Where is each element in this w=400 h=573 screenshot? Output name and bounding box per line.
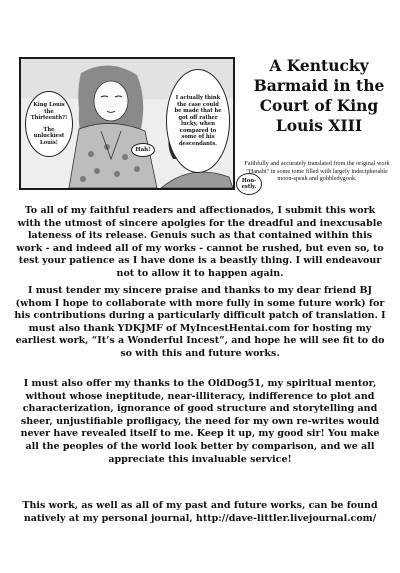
speech-bubble-left-line1: King Louis the Thirteenth?! (30, 102, 68, 121)
speech-bubble-honestly: Hon-estly. (236, 173, 262, 195)
speech-bubble-left (25, 91, 73, 157)
paragraph-thanks-olddog: I must also offer my thanks to the OldDog51, my spiritual mentor, without whose ineptitude, near-illiteracy, indifference to plot and characterization, ignorance of good structure and storytelling and sheer, unjustifiable profligacy, the need for my own re-writes would never have revealed itself to me. Keep it up, my good sir! You make all the peoples of the world look better by comparison, and we all appreciate this invaluable service! (20, 378, 380, 465)
speech-bubble-right: I actually think the case could be made that he got off rather lucky, when compared to some of his descendants. (166, 69, 230, 173)
paragraph-apology: To all of my faithful readers and affectionados, I submit this work with the utmost of sincere apolgies for the dreadful and inexcusable lateness of its release. Genuis such as that contained within this work - and indeed all of my works - cannot be rushed, but even so, to test your patience as I have done is a beastly thing. I will endeavour not to allow it to happen again. (16, 205, 384, 279)
manga-panel (19, 57, 235, 190)
page-title: A Kentucky Barmaid in the Court of King Louis XIII (253, 56, 385, 135)
speech-bubble-left-line2: The unluckiest Louis! (33, 126, 65, 146)
translation-credit: Faithfully and accurately translated from the original work "Hanabi" in some tome filled with largely indecipherable moon-speak and gobbledygook. (244, 160, 390, 183)
paragraph-thanks-bj: I must tender my sincere praise and thanks to my dear friend BJ (whom I hope to collaborate with more fully in some future work) for his contributions during a particularly difficult patch of translation. I must also thank YDKJMF of MyIncestHentai.com for hosting my earliest work, “It’s a Wonderful Incest”, and hope he will see fit to do so with this and future works. (14, 285, 386, 359)
paragraph-journal-link: This work, as well as all of my past and future works, can be found natively at my personal journal, http://dave-littler.livejournal.com/ (22, 500, 378, 524)
speech-bubble-hah: Hah! (131, 143, 155, 157)
